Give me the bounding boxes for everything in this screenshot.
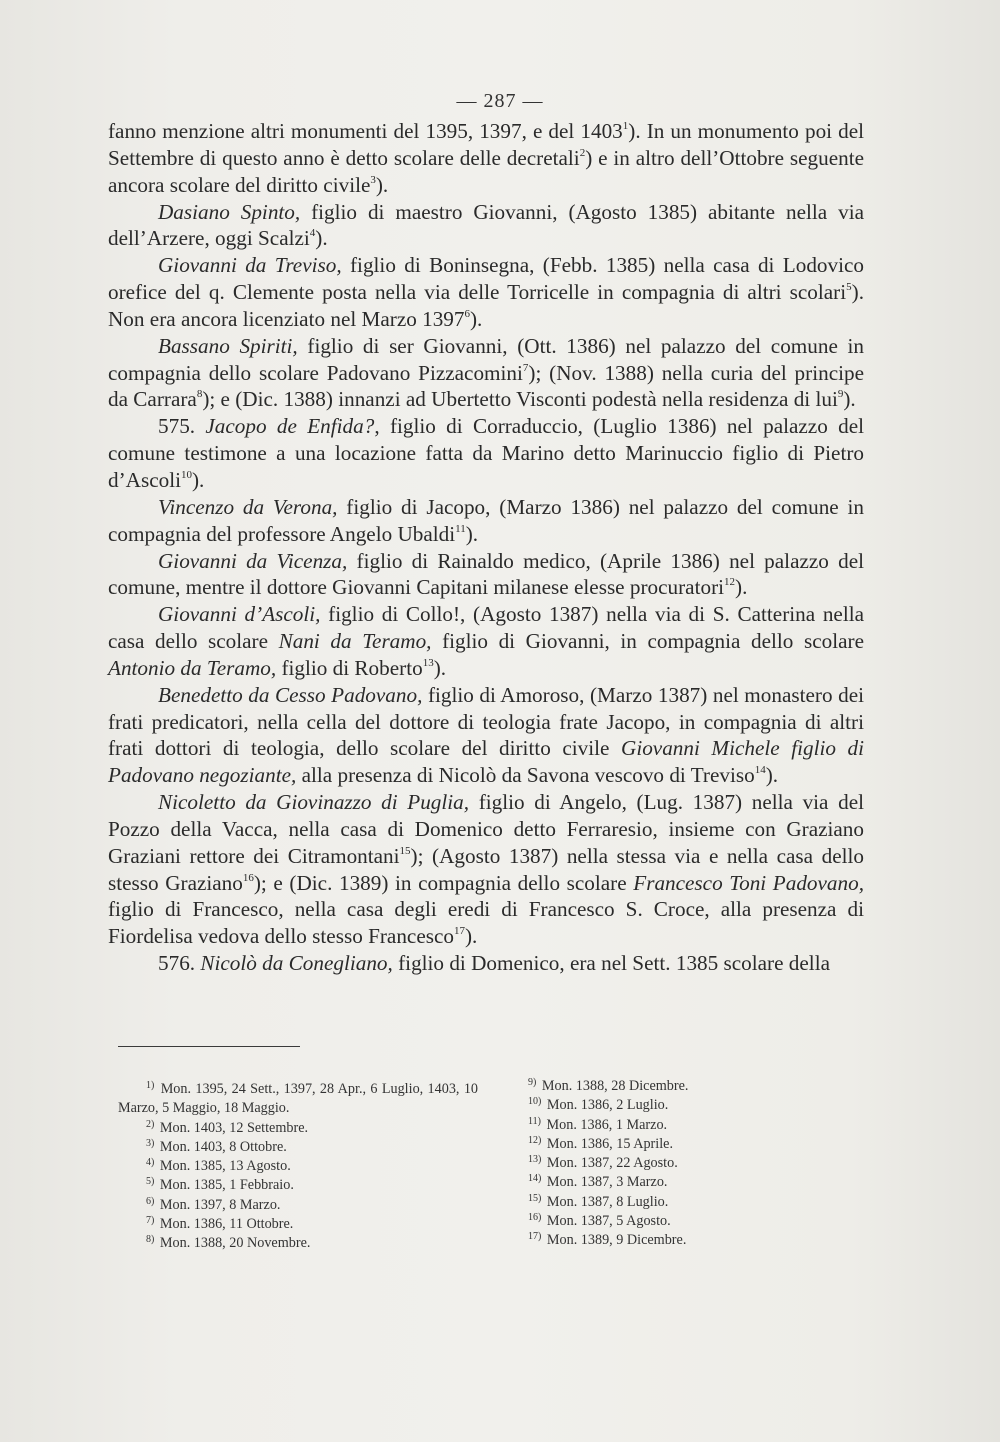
footnote-ref: 8 [196, 388, 203, 401]
footnote-ref: 6 [464, 307, 470, 320]
footnote-ref: 2 [579, 146, 586, 159]
person-name: Giovanni da Vicenza, [158, 548, 348, 573]
text-run: ). [433, 655, 447, 680]
footnotes-right-column [528, 1077, 858, 1251]
text-run: ). [191, 467, 205, 492]
text-run: ). [735, 575, 748, 600]
footnote [528, 1096, 858, 1115]
footnote [528, 1135, 858, 1154]
footnote-mark: 6) [146, 1195, 155, 1207]
footnote-mark: 5) [146, 1176, 155, 1188]
footnote-text: Mon. 1387, 8 Luglio. [546, 1193, 669, 1210]
footnote-mark: 3) [146, 1137, 155, 1149]
person-name: Dasiano Spinto, [158, 199, 301, 224]
footnote-ref: 9 [837, 388, 844, 401]
text-run: figlio di Amoroso, (Marzo 1387) nel monastero dei frati predicatori, nella cella del dottore di teologia frate Jacopo, in compagnia di altri frati dottori di teologia, dello scolare del diritto civile [108, 682, 864, 761]
text-run: ). [315, 226, 328, 251]
person-name: Jacopo de Enfida? [205, 414, 375, 439]
footnotes-left-column [118, 1080, 478, 1254]
person-name: Giovanni d’Ascoli, [158, 602, 321, 627]
footnote-ref: 16 [242, 871, 254, 884]
footnote-ref: 17 [453, 925, 465, 938]
footnote [118, 1176, 478, 1195]
text-run: figlio di Boninsegna, (Febb. 1385) nella casa di Lodovico orefice del q. Clemente posta nella via delle Torricelle in compagnia di altri scolari [108, 253, 864, 305]
footnote-ref: 1 [622, 120, 629, 132]
page-number: — 287 — [456, 90, 544, 112]
footnote [118, 1196, 478, 1215]
footnote-text: Mon. 1387, 5 Agosto. [546, 1213, 671, 1230]
person-name: Antonio da Teramo, [108, 655, 277, 680]
body-text [108, 118, 864, 977]
footnote-ref: 10 [180, 468, 192, 481]
footnote-text: Mon. 1385, 13 Agosto. [159, 1158, 291, 1175]
text-run: figlio di Domenico, era nel Sett. 1385 scolare della [392, 951, 830, 976]
footnote-mark: 2) [146, 1118, 155, 1130]
person-name: Francesco Toni Padovano, [633, 870, 865, 895]
footnote-mark: 12) [528, 1134, 542, 1146]
footnote-text: Mon. 1386, 2 Luglio. [546, 1097, 669, 1114]
text-run: figlio di ser Giovanni, (Ott. 1386) nel palazzo del comune in compagnia dello scolare Padovano Pizzacomini [108, 333, 864, 385]
text-run: ). Non era ancora licenziato nel Marzo 1397 [108, 280, 864, 331]
footnote-ref: 15 [399, 844, 411, 857]
text-run: ); (Agosto 1387) nella stessa via e nella casa dello stesso Graziano [108, 843, 864, 895]
text-run: figlio di Jacopo, (Marzo 1386) nel palazzo del comune in compagnia del professore Angelo Ubaldi [108, 494, 865, 546]
person-name: Giovanni Michele figlio di Padovano negoziante, [108, 736, 865, 788]
paragraph [108, 199, 864, 253]
footnote-mark: 10) [528, 1096, 542, 1108]
person-name: Vincenzo da Verona, [158, 494, 338, 519]
footnote-separator-rule [118, 1046, 300, 1047]
text-run: figlio di Angelo, (Lug. 1387) nella via del Pozzo della Vacca, nella casa di Domenico detto Ferraresio, insieme con Graziano Graziani rettore dei Citramontani [108, 790, 864, 868]
footnote-text: Mon. 1386, 11 Ottobre. [159, 1216, 294, 1233]
footnote-mark: 4) [146, 1157, 155, 1169]
footnote-text: Mon. 1385, 1 Febbraio. [159, 1177, 294, 1194]
footnote [528, 1231, 858, 1250]
footnote [528, 1077, 858, 1096]
paragraph [108, 789, 864, 950]
text-run: figlio di Giovanni, in compagnia dello scolare [431, 629, 864, 654]
text-run: ). [470, 306, 483, 331]
paragraph [108, 601, 864, 682]
footnote [118, 1080, 478, 1119]
footnote [528, 1173, 858, 1192]
footnote-text: Mon. 1387, 3 Marzo. [546, 1174, 668, 1191]
footnote-text: Mon. 1397, 8 Marzo. [159, 1196, 281, 1213]
footnote-text: Mon. 1386, 1 Marzo. [546, 1116, 668, 1133]
paragraph [108, 682, 864, 789]
text-run: fanno menzione altri monumenti del 1395, 1397, e del 1403 [108, 119, 623, 143]
footnote [528, 1212, 858, 1231]
footnote-text: Mon. 1395, 24 Sett., 1397, 28 Apr., 6 Luglio, 1403, 10 Marzo, 5 Maggio, 18 Maggio. [118, 1081, 479, 1117]
footnote [118, 1157, 478, 1176]
person-name: Nani da Teramo, [278, 629, 432, 654]
footnote-mark: 14) [528, 1173, 542, 1185]
footnote-mark: 15) [528, 1192, 542, 1204]
paragraph [108, 413, 864, 494]
text-run: ). [843, 387, 856, 412]
footnote-text: Mon. 1403, 8 Ottobre. [159, 1138, 287, 1155]
footnote-mark: 7) [146, 1215, 155, 1227]
person-name: Nicolò da Conegliano, [200, 951, 393, 976]
footnote-ref: 3 [370, 173, 376, 186]
person-name: Nicoletto da Giovinazzo di Puglia, [158, 790, 470, 815]
entry-number: 576. [158, 951, 196, 976]
paragraph [108, 333, 864, 414]
text-run: ). [465, 521, 479, 546]
text-run: ); e (Dic. 1389) in compagnia dello scolare [253, 870, 634, 895]
footnote [118, 1215, 478, 1234]
person-name: Giovanni da Treviso, [158, 253, 342, 278]
footnote-ref: 7 [522, 361, 529, 374]
footnote-mark: 1) [146, 1080, 155, 1091]
text-run: figlio di Roberto [276, 655, 423, 680]
footnote-ref: 13 [422, 656, 434, 669]
text-run: , figlio di Corraduccio, (Luglio 1386) nel palazzo del comune testimone a una locazione fatta da Marino detto Marinuccio figlio di Pietro d’Ascoli [108, 414, 865, 492]
text-run: ); e (Dic. 1388) innanzi ad Ubertetto Visconti podestà nella residenza di lui [202, 387, 838, 412]
paragraph [108, 548, 864, 602]
footnote-mark: 8) [146, 1234, 155, 1246]
text-run: ). [464, 924, 478, 949]
footnote-ref: 11 [455, 522, 466, 535]
text-run: ); (Nov. 1388) nella curia del principe da Carrara [108, 360, 864, 412]
person-name: Bassano Spiriti, [158, 333, 298, 358]
text-run: figlio di Collo!, (Agosto 1387) nella via di S. Catterina nella casa dello scolare [108, 602, 864, 654]
text-run: alla presenza di Nicolò da Savona vescovo di Treviso [296, 763, 755, 788]
footnote [118, 1234, 478, 1253]
footnote-mark: 17) [528, 1231, 542, 1243]
text-run: ). [375, 172, 389, 197]
footnote-ref: 5 [846, 281, 852, 294]
paragraph [108, 118, 864, 199]
footnote [528, 1116, 858, 1135]
text-run: ) e in altro dell’Ottobre seguente ancora scolare del diritto civile [108, 145, 864, 197]
footnote [528, 1154, 858, 1173]
text-run: figlio di maestro Giovanni, (Agosto 1385) abitante nella via dell’Arzere, oggi Scalzi [108, 199, 864, 251]
entry-number: 575. [158, 414, 196, 439]
footnote-mark: 13) [528, 1154, 542, 1166]
person-name: Benedetto da Cesso Padovano, [158, 682, 423, 707]
footnote-text: Mon. 1386, 15 Aprile. [546, 1135, 673, 1152]
footnote-ref: 12 [724, 576, 736, 589]
footnote-mark: 16) [528, 1212, 542, 1224]
text-run: figlio di Francesco, nella casa degli eredi di Francesco S. Croce, alla presenza di Fiordelisa vedova dello stesso Francesco [108, 897, 864, 949]
paragraph [108, 950, 864, 977]
footnote-mark: 11) [528, 1115, 541, 1127]
footnote-text: Mon. 1388, 20 Novembre. [159, 1235, 311, 1252]
footnote-ref: 14 [754, 764, 766, 777]
footnote [118, 1119, 478, 1138]
footnote-mark: 9) [528, 1077, 537, 1088]
footnote-text: Mon. 1388, 28 Dicembre. [541, 1078, 689, 1094]
footnote-text: Mon. 1387, 22 Agosto. [546, 1155, 678, 1172]
footnote-ref: 4 [309, 227, 316, 240]
paragraph [108, 252, 864, 333]
paragraph [108, 494, 864, 548]
text-run: ). [765, 763, 779, 788]
footnote [118, 1138, 478, 1157]
text-run: ). In un monumento poi del Settembre di questo anno è detto scolare delle decretali [108, 119, 865, 170]
text-run: figlio di Rainaldo medico, (Aprile 1386) nel palazzo del comune, mentre il dottore Giovanni Capitani milanese elesse procuratori [108, 548, 864, 600]
footnote [528, 1193, 858, 1212]
footnote-text: Mon. 1403, 12 Settembre. [159, 1119, 309, 1136]
footnote-text: Mon. 1389, 9 Dicembre. [546, 1232, 687, 1249]
